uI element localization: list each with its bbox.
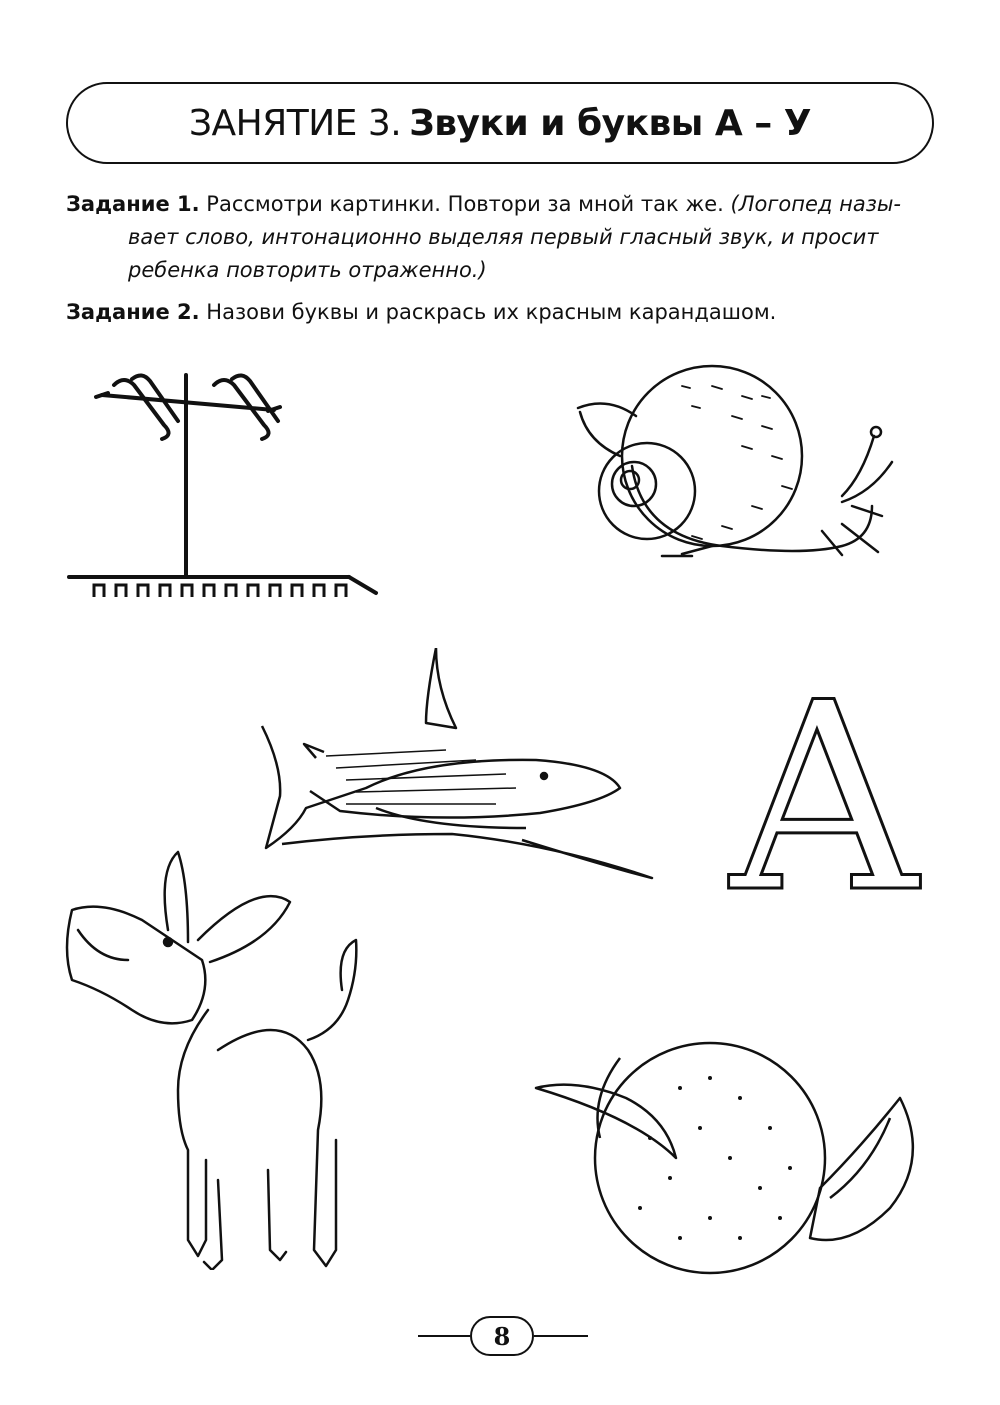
- task-1-note-line3: ребенка повторить отраженно.): [128, 258, 487, 282]
- task-2: [66, 296, 946, 329]
- task-1-note-line2: вает слово, интонационно выделяя первый гласный звук, и просит: [128, 225, 879, 249]
- letter-a-outline: [704, 684, 944, 898]
- page-number-rule-left: [418, 1335, 470, 1337]
- task-1: [66, 188, 946, 287]
- orange-icon: [530, 1028, 950, 1288]
- lesson-number: ЗАНЯТИЕ 3.: [188, 102, 402, 144]
- antenna-icon: [64, 365, 384, 605]
- task-1-text: Рассмотри картинки. Повтори за мной так же.: [206, 192, 724, 216]
- page-number-rule-right: [534, 1335, 588, 1337]
- lesson-title: Звуки и буквы А – У: [409, 102, 812, 144]
- page-number: 8: [470, 1316, 534, 1356]
- donkey-icon: [58, 850, 378, 1270]
- task-1-note-line1: (Логопед назы-: [730, 192, 902, 216]
- task-2-label: Задание 2.: [66, 300, 200, 324]
- lesson-title-box: [66, 82, 934, 164]
- task-1-label: Задание 1.: [66, 192, 200, 216]
- snail-icon: [572, 356, 917, 576]
- colorable-letter: А: [725, 684, 923, 898]
- task-2-text: Назови буквы и раскрась их красным карандашом.: [206, 300, 777, 324]
